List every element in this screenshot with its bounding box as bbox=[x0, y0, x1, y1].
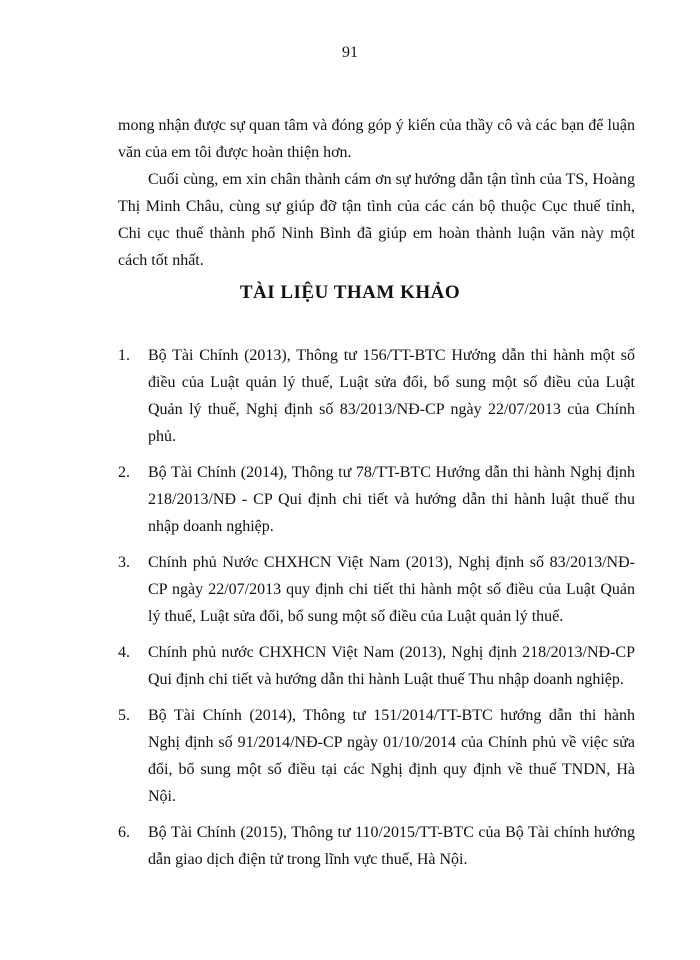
reference-number: 3. bbox=[118, 554, 130, 571]
reference-number: 5. bbox=[118, 707, 130, 724]
paragraph-acknowledgement: Cuối cùng, em xin chân thành cám ơn sự hướng dẫn tận tình của TS, Hoàng Thị Minh Châu, cùng sự giúp đỡ tận tình của các cán bộ thuộc Cục thuế tỉnh, Chi cục thuế thành phố Ninh Bình đã giúp em hoàn thành luận văn này một cách tốt nhất. bbox=[118, 171, 635, 269]
reference-item bbox=[118, 702, 635, 810]
reference-text: Bộ Tài Chính (2013), Thông tư 156/TT-BTC Hướng dẫn thi hành một số điều của Luật quản lý thuế, Luật sửa đổi, bổ sung một số điều của Luật Quản lý thuế, Nghị định số 83/2013/NĐ-CP ngày 22/07/2013 của Chính phủ. bbox=[148, 347, 635, 445]
reference-text: Bộ Tài Chính (2015), Thông tư 110/2015/TT-BTC của Bộ Tài chính hướng dẫn giao dịch điện tử trong lĩnh vực thuế, Hà Nội. bbox=[148, 824, 635, 868]
reference-number: 4. bbox=[118, 644, 130, 661]
reference-number: 6. bbox=[118, 824, 130, 841]
reference-text: Bộ Tài Chính (2014), Thông tư 78/TT-BTC Hướng dẫn thi hành Nghị định 218/2013/NĐ - CP Qui định chi tiết và hướng dẫn thi hành luật thuế thu nhập doanh nghiệp. bbox=[148, 464, 635, 535]
references-list bbox=[118, 342, 635, 882]
reference-number: 1. bbox=[118, 347, 130, 364]
reference-item bbox=[118, 342, 635, 450]
reference-item bbox=[118, 819, 635, 873]
paragraph-continuation: mong nhận được sự quan tâm và đóng góp ý kiến của thầy cô và các bạn để luận văn của em tôi được hoàn thiện hơn. bbox=[118, 117, 635, 161]
reference-number: 2. bbox=[118, 464, 130, 481]
page-number: 91 bbox=[342, 44, 358, 61]
reference-text: Chính phủ Nước CHXHCN Việt Nam (2013), Nghị định số 83/2013/NĐ-CP ngày 22/07/2013 quy định chi tiết thi hành một số điều của Luật Quản lý thuế, Luật sửa đổi, bổ sung một số điều của Luật quản lý thuế. bbox=[148, 554, 635, 625]
reference-item bbox=[118, 639, 635, 693]
reference-item bbox=[118, 549, 635, 630]
reference-text: Chính phủ nước CHXHCN Việt Nam (2013), Nghị định 218/2013/NĐ-CP Qui định chi tiết và hướng dẫn thi hành Luật thuế Thu nhập doanh nghiệp. bbox=[148, 644, 635, 688]
references-heading: TÀI LIỆU THAM KHẢO bbox=[239, 282, 461, 303]
reference-item bbox=[118, 459, 635, 540]
reference-text: Bộ Tài Chính (2014), Thông tư 151/2014/TT-BTC hướng dẫn thi hành Nghị định số 91/2014/NĐ-CP ngày 01/10/2014 của Chính phủ về việc sửa đổi, bổ sung một số điều tại các Nghị định quy định về thuế TNDN, Hà Nội. bbox=[148, 707, 635, 805]
